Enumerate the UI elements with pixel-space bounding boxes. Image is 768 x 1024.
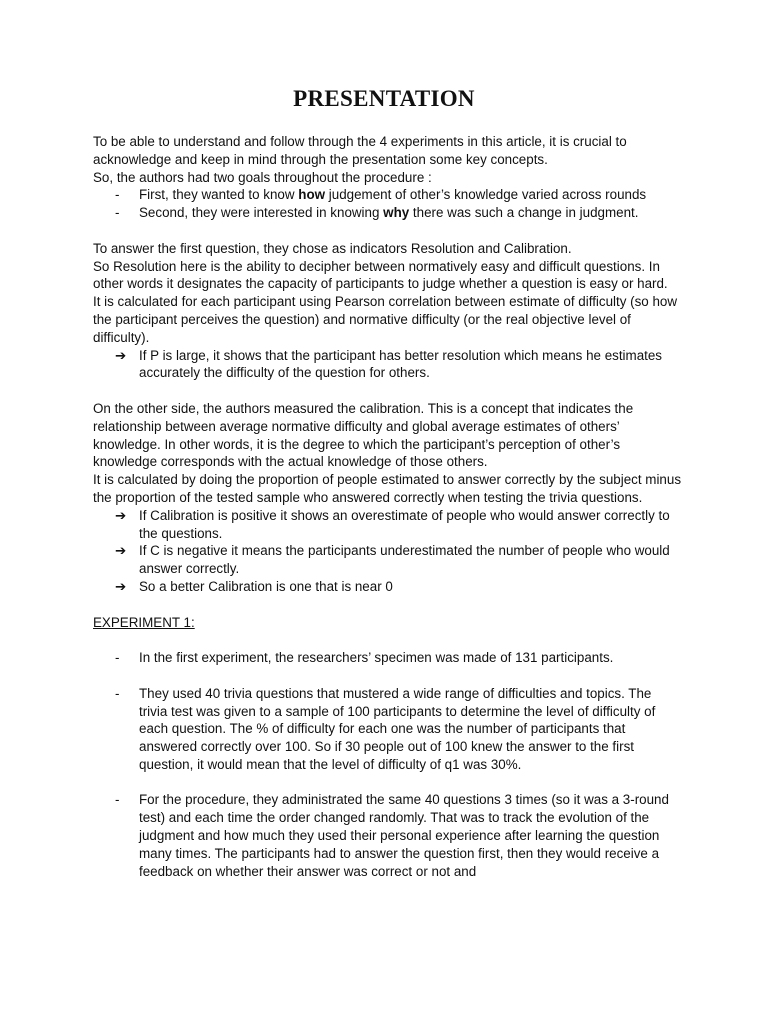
arrow-icon: ➔: [115, 507, 127, 523]
dash-marker: -: [115, 792, 120, 808]
point-text: If Calibration is positive it shows an overestimate of people who would answer correctly to the questions.: [139, 507, 670, 541]
list-item: [93, 685, 683, 774]
goal-text: judgement of other’s knowledge varied across rounds: [325, 187, 647, 203]
experiment-item-text: For the procedure, they administrated the same 40 questions 3 times (so it was a 3-round test) and each time the order changed randomly. That was to track the evolution of the judgment and how much they used their personal experience after learning the question many times. The participants had to answer the question first, then they would receive a feedback on whether their answer was correct or not and: [139, 792, 669, 879]
list-item: [93, 791, 683, 880]
goals-list: [93, 186, 683, 222]
list-item: [93, 347, 683, 383]
list-item: [93, 649, 683, 667]
resolution-intro: To answer the first question, they chose as indicators Resolution and Calibration.: [93, 240, 572, 256]
list-item: [93, 578, 683, 596]
list-item: [93, 542, 683, 578]
dash-marker: -: [115, 187, 120, 203]
intro-paragraph: To be able to understand and follow through the 4 experiments in this article, it is crucial to acknowledge and keep in mind through the presentation some key concepts.: [93, 134, 627, 167]
goals-intro: So, the authors had two goals throughout the procedure :: [93, 169, 432, 185]
experiment-list: [93, 791, 683, 880]
list-item: [93, 186, 683, 204]
dash-marker: -: [115, 205, 120, 221]
experiment-list: [93, 685, 683, 774]
dash-marker: -: [115, 650, 120, 666]
experiment-item-text: They used 40 trivia questions that mustered a wide range of difficulties and topics. The trivia test was given to a sample of 100 participants to determine the level of difficulty of each question. The % of difficulty for each one was the number of participants that answered correctly over 100. So if 30 people out of 100 knew the answer to the first question, it would mean that the level of difficulty of q1 was 30%.: [139, 685, 656, 772]
point-text: If C is negative it means the participants underestimated the number of people who would answer correctly.: [139, 543, 670, 577]
goal-emphasis: why: [383, 205, 410, 221]
calibration-definition: On the other side, the authors measured the calibration. This is a concept that indicates the relationship between average normative difficulty and global average estimates of others’ knowledge. In other words, it is the degree to which the participant’s perception of other’s knowledge corresponds with the actual knowledge of those others.: [93, 400, 634, 470]
dash-marker: -: [115, 685, 120, 701]
point-text: So a better Calibration is one that is near 0: [139, 578, 393, 594]
document-body: [93, 133, 683, 880]
list-item: [93, 204, 683, 222]
experiment-list: [93, 649, 683, 667]
arrow-icon: ➔: [115, 347, 127, 363]
resolution-calculation: It is calculated for each participant using Pearson correlation between estimate of difficulty (so how the participant perceives the question) and normative difficulty (or the real objective level of difficulty).: [93, 294, 678, 345]
arrow-icon: ➔: [115, 578, 127, 594]
goal-text: First, they wanted to know: [139, 187, 299, 203]
experiment-item-text: In the first experiment, the researchers’ specimen was made of 131 participants.: [139, 650, 614, 666]
goal-emphasis: how: [298, 187, 326, 203]
arrow-icon: ➔: [115, 543, 127, 559]
goal-text: there was such a change in judgment.: [409, 205, 639, 221]
list-item: [93, 507, 683, 543]
point-text: If P is large, it shows that the participant has better resolution which means he estimates accurately the difficulty of the question for others.: [139, 347, 662, 381]
calibration-points: [93, 507, 683, 596]
resolution-points: [93, 347, 683, 383]
goal-text: Second, they were interested in knowing: [139, 205, 384, 221]
experiment-heading: EXPERIMENT 1:: [93, 614, 195, 630]
resolution-definition: So Resolution here is the ability to decipher between normatively easy and difficult questions. In other words it designates the capacity of participants to judge whether a question is easy or hard.: [93, 258, 668, 292]
page-title: PRESENTATION: [293, 86, 475, 111]
calibration-calculation: It is calculated by doing the proportion of people estimated to answer correctly by the subject minus the proportion of the tested sample who answered correctly when testing the trivia questions.: [93, 472, 682, 505]
